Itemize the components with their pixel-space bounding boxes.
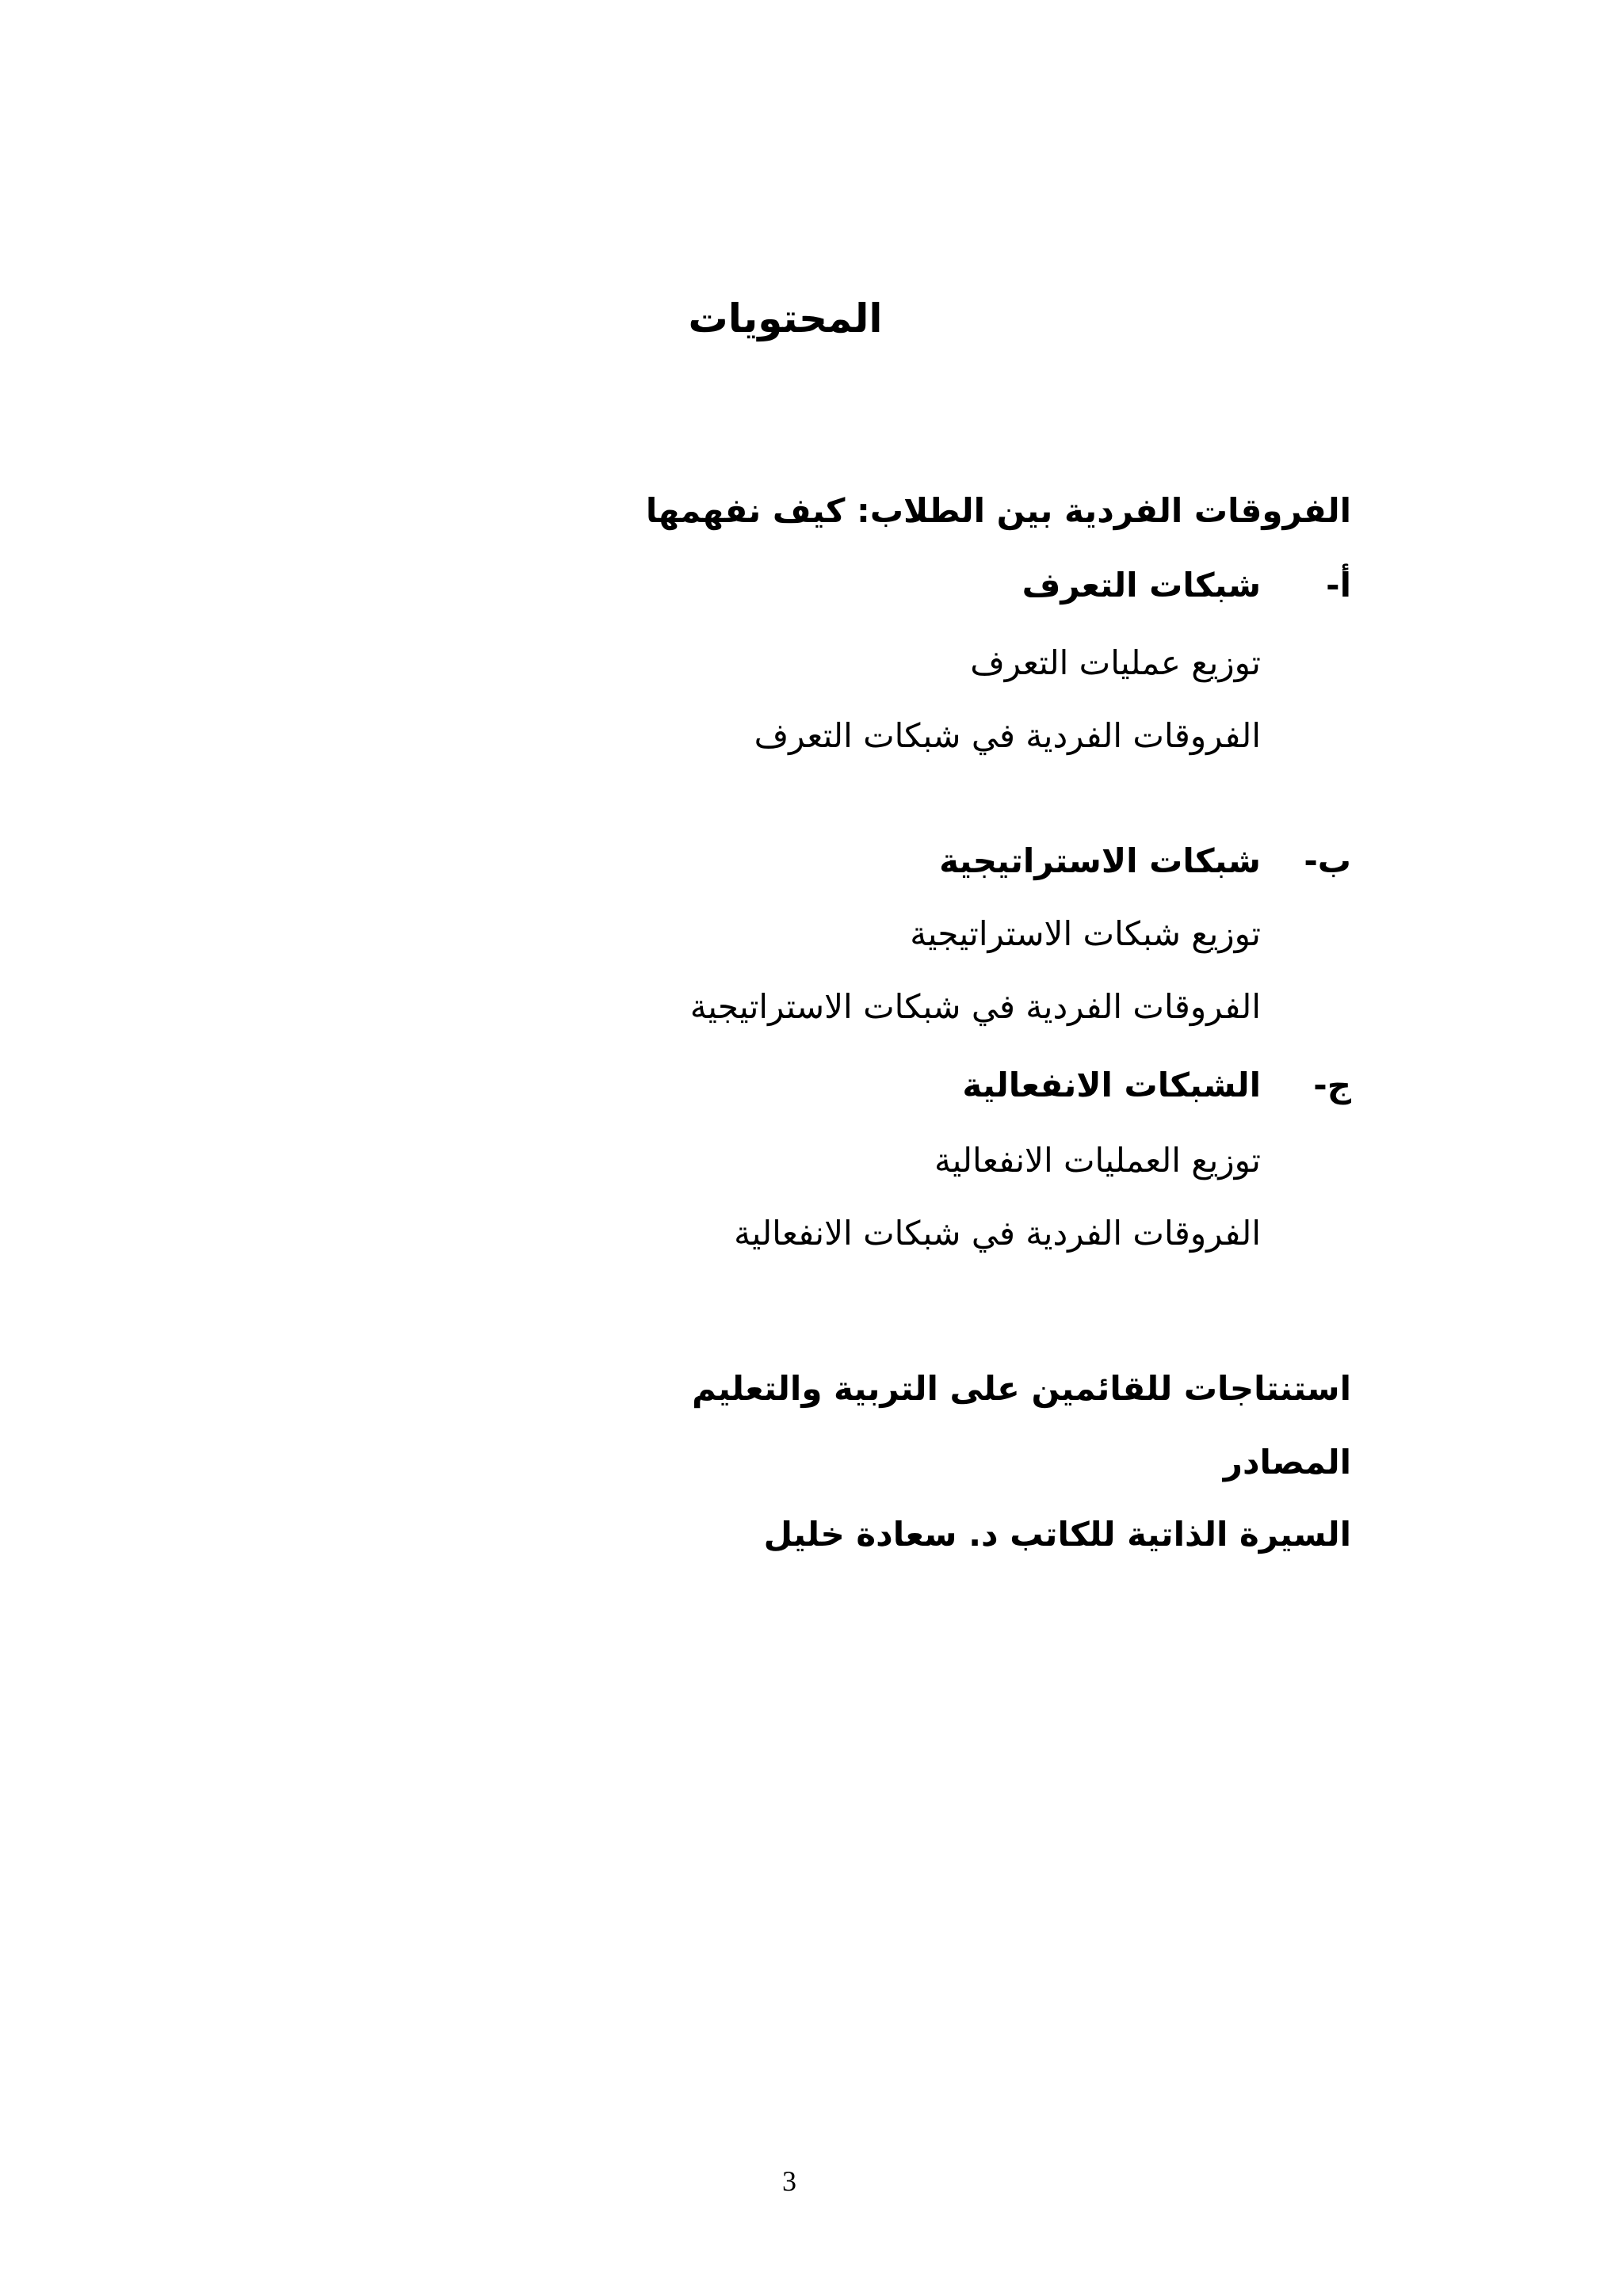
section-c-item-1: توزيع العمليات الانفعالية	[934, 1141, 1261, 1180]
page-number: 3	[782, 2165, 796, 2197]
section-a-item-1: توزيع عمليات التعرف	[970, 643, 1261, 682]
section-a-heading: شبكات التعرف	[1022, 566, 1261, 605]
section-c-item-2: الفروقات الفردية في شبكات الانفعالية	[734, 1214, 1261, 1253]
section-a-item-2: الفروقات الفردية في شبكات التعرف	[754, 716, 1261, 755]
section-a-marker: أ-	[1326, 566, 1351, 605]
toc-references: المصادر	[1223, 1443, 1351, 1482]
page-title: المحتويات	[688, 296, 883, 341]
toc-author-bio: السيرة الذاتية للكاتب د. سعادة خليل	[763, 1515, 1351, 1554]
section-b-item-1: توزيع شبكات الاستراتيجية	[910, 914, 1261, 953]
section-b-item-2: الفروقات الفردية في شبكات الاستراتيجية	[689, 987, 1261, 1026]
section-c-marker: ج-	[1313, 1066, 1351, 1104]
toc-main-section: الفروقات الفردية بين الطلاب: كيف نفهمها	[645, 491, 1351, 530]
section-c-heading: الشبكات الانفعالية	[962, 1066, 1261, 1104]
toc-conclusions: استنتاجات للقائمين على التربية والتعليم	[692, 1369, 1351, 1408]
section-b-heading: شبكات الاستراتيجية	[939, 841, 1261, 880]
section-b-marker: ب-	[1304, 841, 1351, 880]
